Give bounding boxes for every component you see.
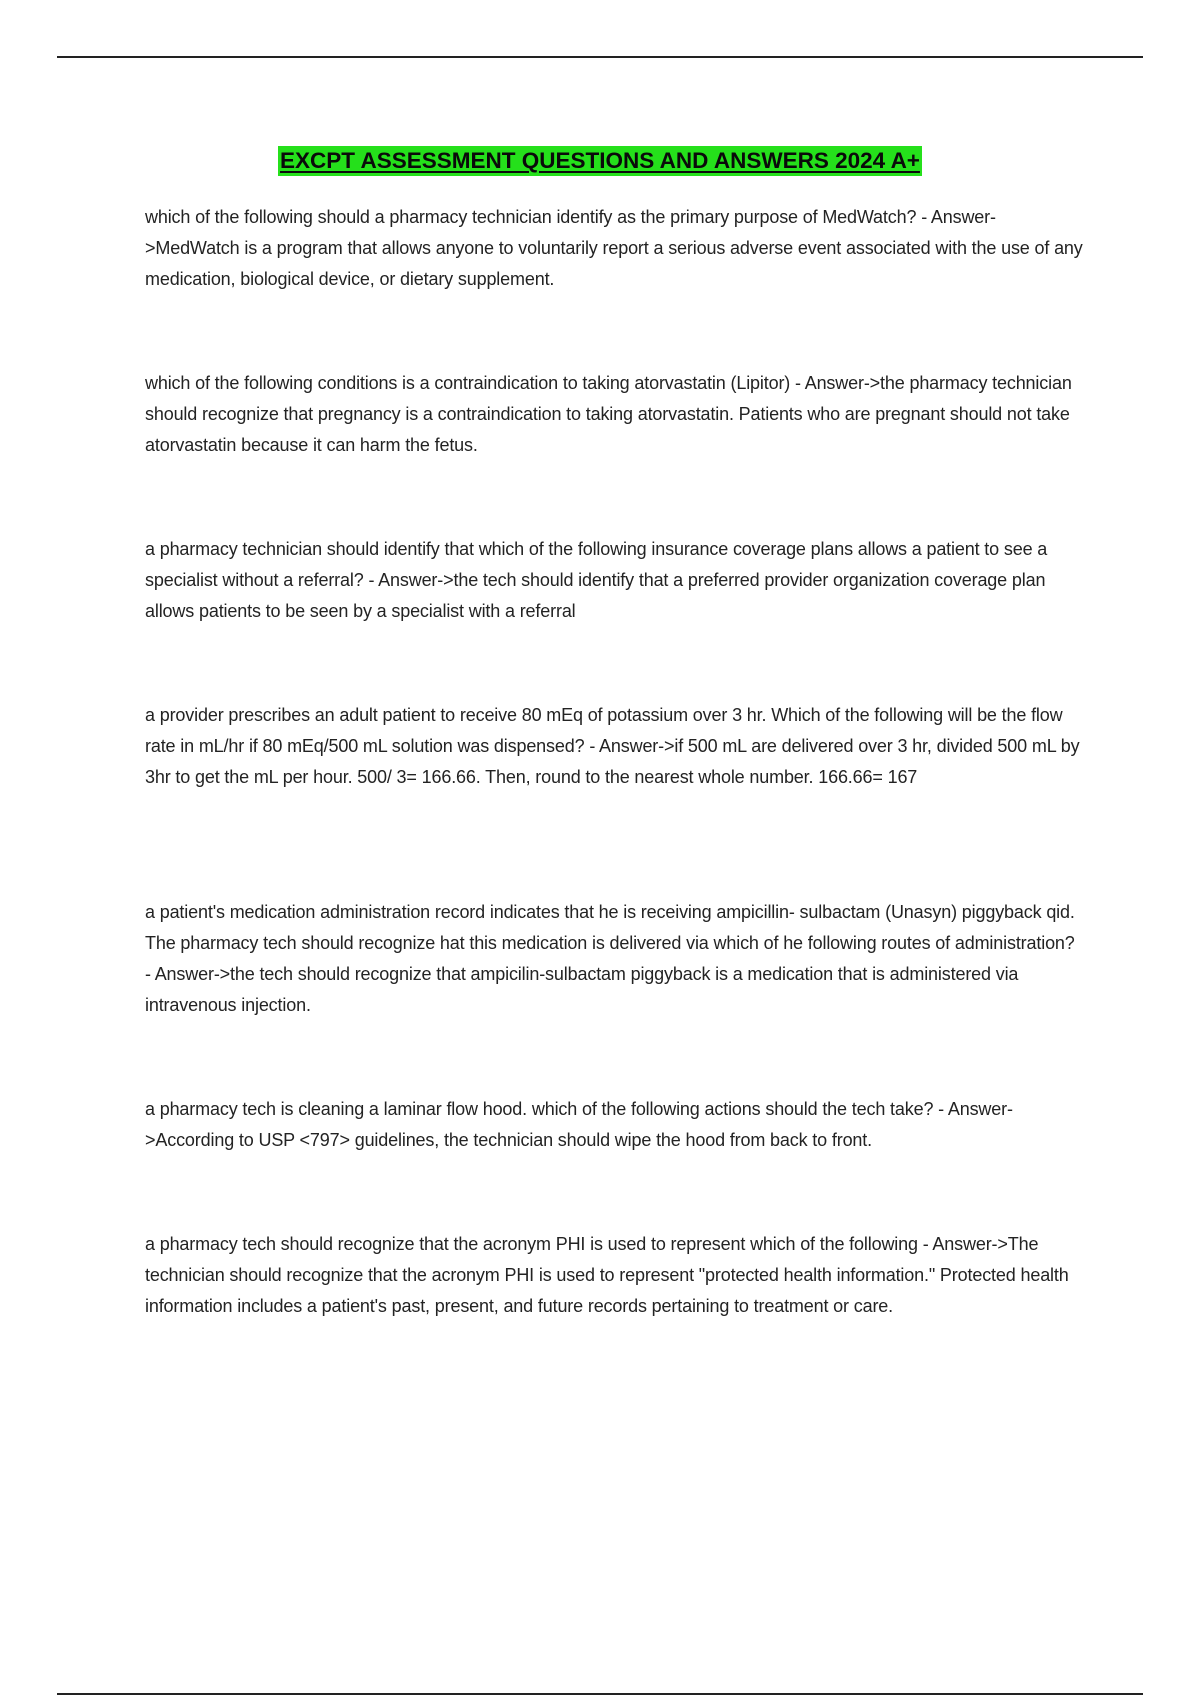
qa-item-2: which of the following conditions is a contraindication to taking atorvastatin (Lipitor) - Answer->the pharmacy technician should recognize that pregnancy is a contraindication to taking atorvastatin. Patients who are pregnant should not take atorvastatin because it can harm the fetus. <box>145 373 1072 455</box>
qa-item-7: a pharmacy tech should recognize that the acronym PHI is used to represent which of the following - Answer->The technician should recognize that the acronym PHI is used to represent "protected health information." Protected health information includes a patient's past, present, and future records pertaining to treatment or care. <box>145 1234 1069 1316</box>
footer-rule <box>57 1693 1143 1695</box>
qa-item-4: a provider prescribes an adult patient to receive 80 mEq of potassium over 3 hr. Which of the following will be the flow rate in mL/hr if 80 mEq/500 mL solution was dispensed? - Answer->if 500 mL are delivered over 3 hr, divided 500 mL by 3hr to get the mL per hour. 500/ 3= 166.66. Then, round to the nearest whole number. 166.66= 167 <box>145 705 1080 787</box>
qa-item-6: a pharmacy tech is cleaning a laminar flow hood. which of the following actions should the tech take? - Answer->According to USP <797> guidelines, the technician should wipe the hood from back to front. <box>145 1099 1013 1150</box>
header-rule <box>57 56 1143 58</box>
title-container <box>0 146 1200 176</box>
qa-item-1: which of the following should a pharmacy technician identify as the primary purpose of MedWatch? - Answer->MedWatch is a program that allows anyone to voluntarily report a serious adverse event associated with the use of any medication, biological device, or dietary supplement. <box>145 207 1083 289</box>
qa-item-5: a patient's medication administration record indicates that he is receiving ampicillin- sulbactam (Unasyn) piggyback qid. The pharmacy tech should recognize hat this medication is delivered via which of he following routes of administration? - Answer->the tech should recognize that ampicilin-sulbactam piggyback is a medication that is administered via intravenous injection. <box>145 902 1075 1015</box>
qa-item-3: a pharmacy technician should identify that which of the following insurance coverage plans allows a patient to see a specialist without a referral? - Answer->the tech should identify that a preferred provider organization coverage plan allows patients to be seen by a specialist with a referral <box>145 539 1048 621</box>
document-title: EXCPT ASSESSMENT QUESTIONS AND ANSWERS 2024 A+ <box>278 146 922 176</box>
